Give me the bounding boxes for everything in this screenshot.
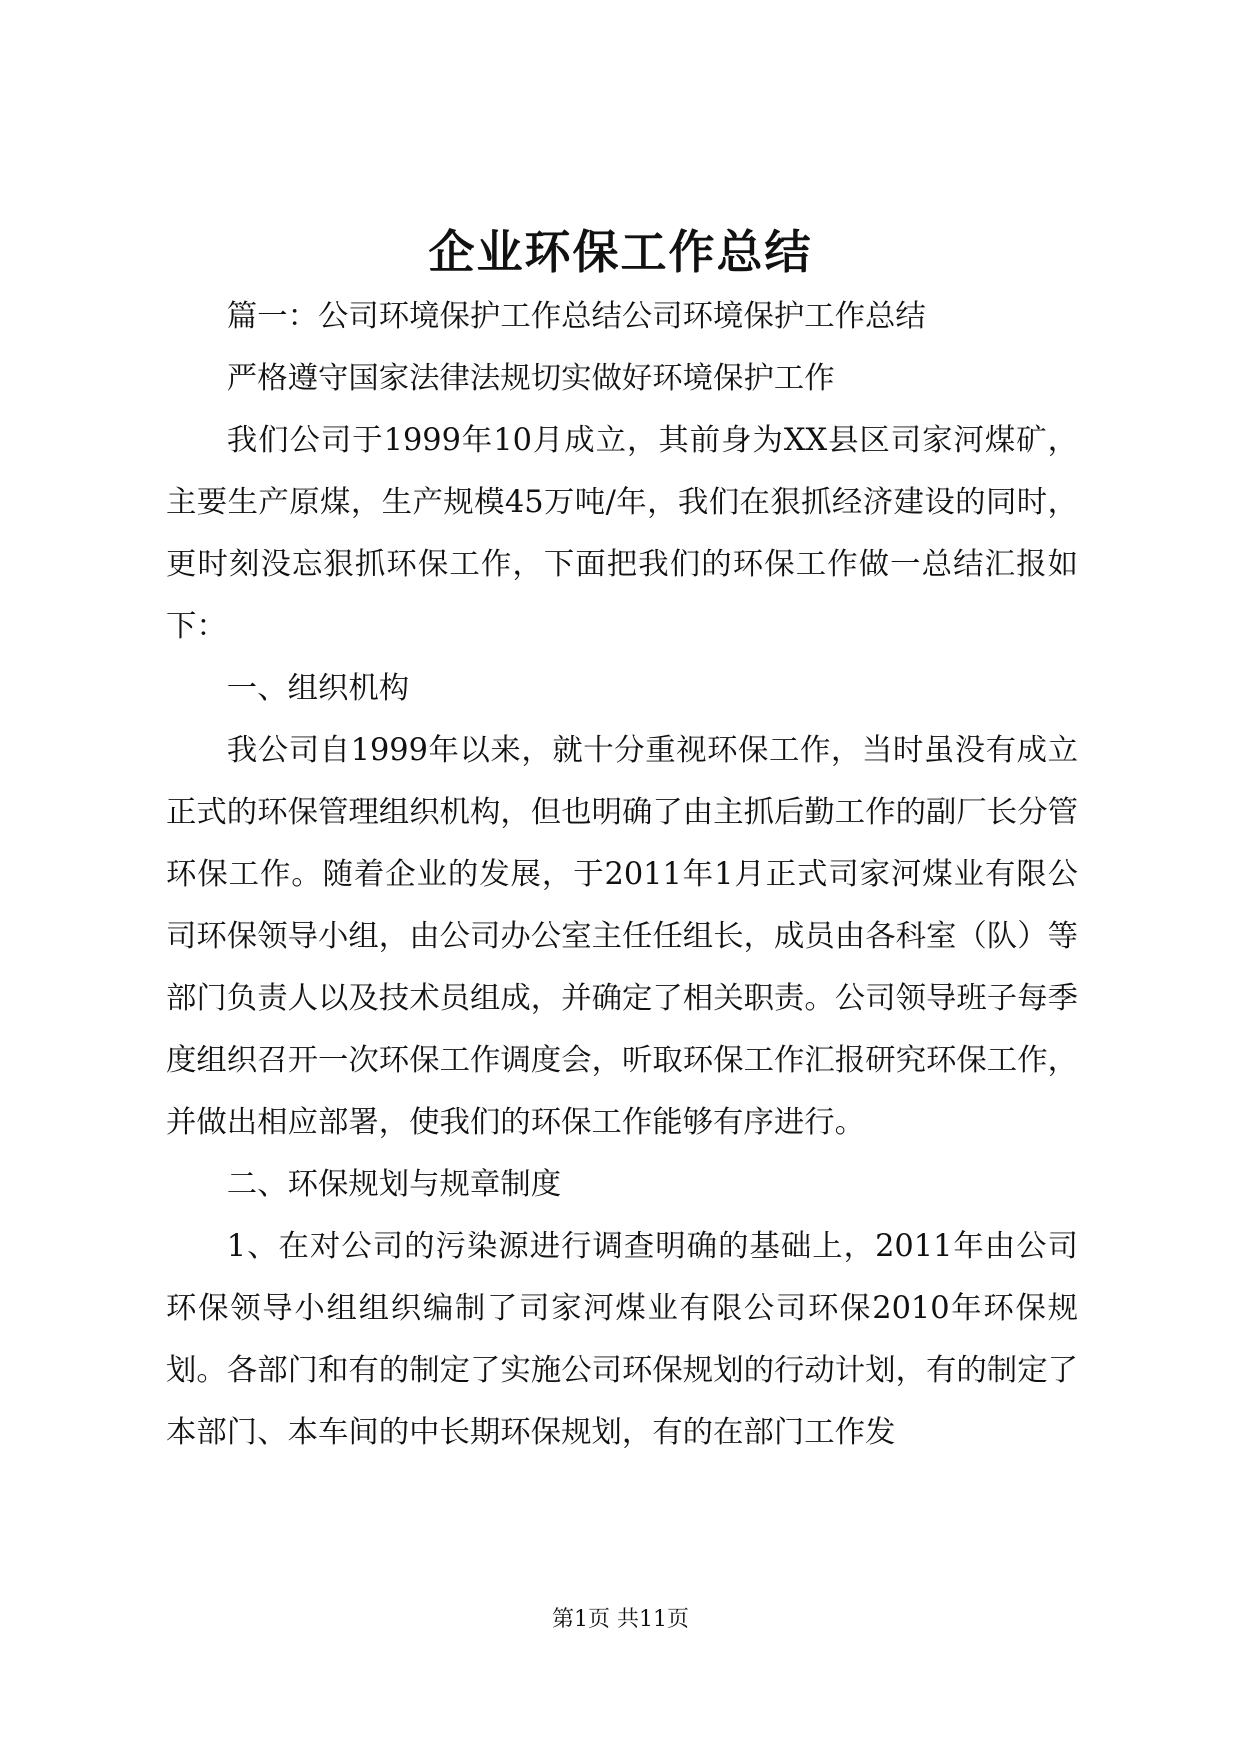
page-footer: 第1页 共11页 [552, 1607, 689, 1632]
paragraph-heading-part-one: 篇一：公司环境保护工作总结公司环境保护工作总结 [226, 299, 926, 334]
paragraph-intro: 我们公司于1999年10月成立，其前身为XX县区司家河煤矿，主要生产原煤，生产规模45万吨/年，我们在狠抓经济建设的同时，更时刻没忘狠抓环保工作，下面把我们的环保工作做一总结汇报如下： [166, 423, 1078, 644]
paragraph-planning: 1、在对公司的污染源进行调查明确的基础上，2011年由公司环保领导小组组织编制了司家河煤业有限公司环保2010年环保规划。各部门和有的制定了实施公司环保规划的行动计划，有的制定了本部门、本车间的中长期环保规划，有的在部门工作发 [166, 1229, 1078, 1450]
section-heading-organization: 一、组织机构 [226, 671, 410, 706]
section-heading-planning: 二、环保规划与规章制度 [226, 1167, 562, 1202]
paragraph-organization: 我公司自1999年以来，就十分重视环保工作，当时虽没有成立正式的环保管理组织机构，但也明确了由主抓后勤工作的副厂长分管环保工作。随着企业的发展，于2011年1月正式司家河煤业有限公司环保领导小组，由公司办公室主任任组长，成员由各科室（队）等部门负责人以及技术员组成，并确定了相关职责。公司领导班子每季度组织召开一次环保工作调度会，听取环保工作汇报研究环保工作，并做出相应部署，使我们的环保工作能够有序进行。 [166, 733, 1078, 1140]
document-body [166, 286, 1078, 1464]
paragraph-subtitle: 严格遵守国家法律法规切实做好环境保护工作 [226, 361, 835, 396]
document-title: 企业环保工作总结 [428, 225, 813, 279]
